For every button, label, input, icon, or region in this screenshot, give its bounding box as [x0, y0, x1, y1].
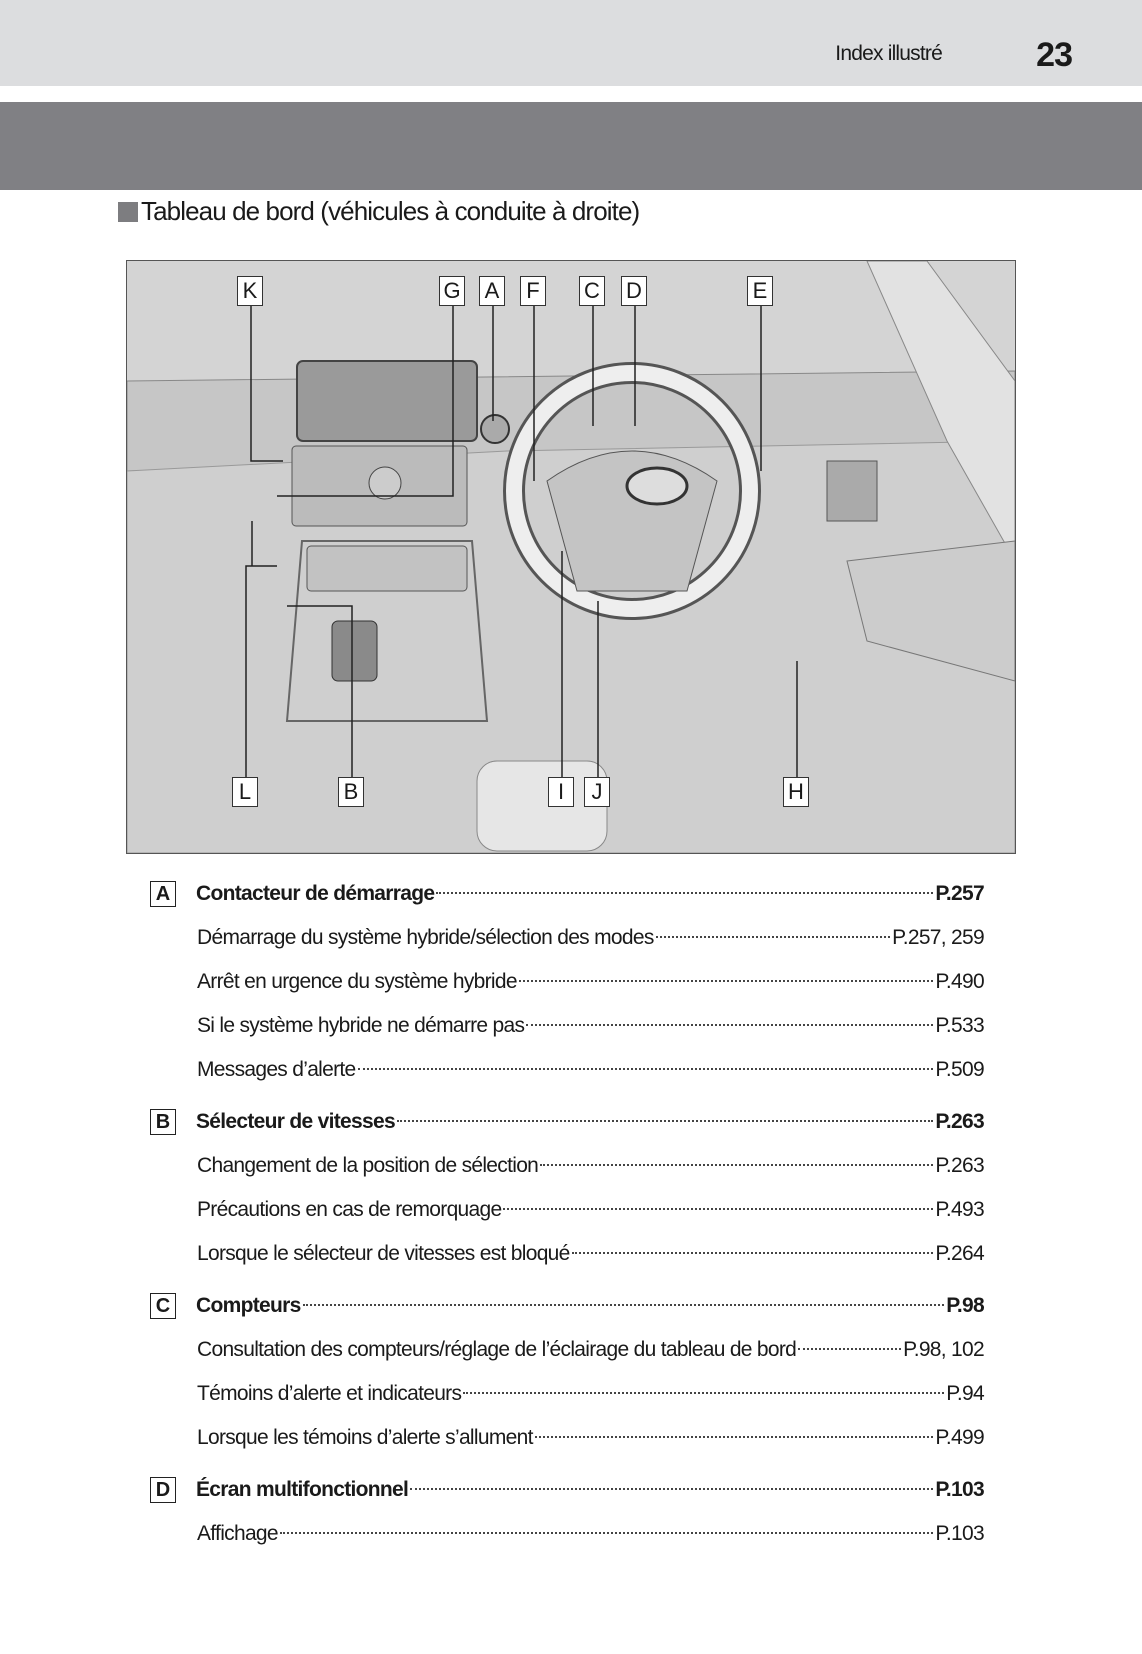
callout-l: L — [232, 777, 258, 807]
dashboard-drawing — [127, 261, 1015, 853]
subentry-label: Témoins d’alerte et indicateurs — [197, 1382, 462, 1405]
index-subentry — [150, 1048, 984, 1092]
dashboard-illustration — [126, 260, 1016, 854]
index-entry — [150, 872, 984, 916]
index-list — [150, 872, 984, 1556]
dot-leader — [358, 1068, 934, 1070]
entry-label: Compteurs — [196, 1294, 301, 1317]
dot-leader — [410, 1488, 933, 1490]
page-reference: P.98 — [946, 1294, 984, 1317]
index-subentry — [150, 1004, 984, 1048]
audio-knob — [369, 467, 401, 499]
dot-leader — [540, 1164, 933, 1166]
chapter-band — [0, 102, 1142, 190]
page-reference: P.263 — [935, 1110, 984, 1133]
subentry-label: Si le système hybride ne démarre pas — [197, 1014, 525, 1037]
index-subentry — [150, 1512, 984, 1556]
subentry-label: Lorsque le sélecteur de vitesses est bloqué — [197, 1242, 570, 1265]
section-heading — [118, 196, 639, 227]
callout-f: F — [520, 276, 546, 306]
dot-leader — [397, 1120, 933, 1122]
page-reference: P.533 — [935, 1014, 984, 1037]
steering-wheel-hub — [547, 451, 717, 591]
climate-panel — [307, 546, 467, 591]
dot-leader — [656, 936, 890, 938]
dot-leader — [303, 1304, 945, 1306]
page-reference: P.490 — [935, 970, 984, 993]
entry-letter-badge: C — [150, 1293, 176, 1319]
subentry-label: Lorsque les témoins d’alerte s’allument — [197, 1426, 533, 1449]
page-reference: P.103 — [935, 1522, 984, 1545]
entry-label: Contacteur de démarrage — [196, 882, 435, 905]
page-reference: P.257, 259 — [892, 926, 984, 949]
subentry-label: Messages d’alerte — [197, 1058, 356, 1081]
callout-e: E — [747, 276, 773, 306]
side-vent — [827, 461, 877, 521]
dot-leader — [280, 1532, 933, 1534]
index-subentry — [150, 1232, 984, 1276]
callout-i: I — [548, 777, 574, 807]
page-reference: P.509 — [935, 1058, 984, 1081]
callout-b: B — [338, 777, 364, 807]
dot-leader — [463, 1392, 944, 1394]
callout-k: K — [237, 276, 263, 306]
gear-selector-shape — [332, 621, 377, 681]
index-entry — [150, 1468, 984, 1512]
entry-letter-badge: D — [150, 1477, 176, 1503]
entry-letter-badge: B — [150, 1109, 176, 1135]
subentry-label: Affichage — [197, 1522, 278, 1545]
index-subentry — [150, 960, 984, 1004]
subentry-label: Arrêt en urgence du système hybride — [197, 970, 517, 993]
heading-text: Tableau de bord (véhicules à conduite à droite) — [141, 196, 640, 226]
subentry-label: Consultation des compteurs/réglage de l’éclairage du tableau de bord — [197, 1338, 797, 1361]
header-band — [0, 0, 1142, 86]
index-subentry — [150, 1328, 984, 1372]
section-title: Index illustré — [835, 42, 942, 65]
subentry-label: Précautions en cas de remorquage — [197, 1198, 502, 1221]
page-reference: P.493 — [935, 1198, 984, 1221]
callout-d: D — [621, 276, 647, 306]
entry-letter-badge: A — [150, 881, 176, 907]
subentry-label: Changement de la position de sélection — [197, 1154, 539, 1177]
entry-label: Écran multifonctionnel — [196, 1478, 409, 1501]
square-bullet-icon — [118, 202, 138, 222]
page-reference: P.94 — [946, 1382, 984, 1405]
dot-leader — [572, 1252, 934, 1254]
callout-h: H — [783, 777, 809, 807]
dot-leader — [503, 1208, 933, 1210]
index-subentry — [150, 1372, 984, 1416]
page-reference: P.264 — [935, 1242, 984, 1265]
entry-label: Sélecteur de vitesses — [196, 1110, 395, 1133]
subentry-label: Démarrage du système hybride/sélection des modes — [197, 926, 654, 949]
page-number: 23 — [1036, 36, 1072, 74]
callout-j: J — [584, 777, 610, 807]
page-reference: P.98, 102 — [903, 1338, 984, 1361]
page-reference: P.263 — [935, 1154, 984, 1177]
index-subentry — [150, 1144, 984, 1188]
page-reference: P.257 — [935, 882, 984, 905]
index-entry — [150, 1284, 984, 1328]
callout-c: C — [579, 276, 605, 306]
start-button-shape — [481, 415, 509, 443]
center-display — [297, 361, 477, 441]
index-subentry — [150, 916, 984, 960]
dot-leader — [519, 980, 933, 982]
index-subentry — [150, 1188, 984, 1232]
dot-leader — [526, 1024, 933, 1026]
callout-a: A — [479, 276, 505, 306]
page-reference: P.499 — [935, 1426, 984, 1449]
dot-leader — [535, 1436, 934, 1438]
dot-leader — [436, 892, 933, 894]
dot-leader — [798, 1348, 901, 1350]
lexus-logo-shape — [627, 468, 687, 504]
index-entry — [150, 1100, 984, 1144]
page-reference: P.103 — [935, 1478, 984, 1501]
index-subentry — [150, 1416, 984, 1460]
callout-g: G — [439, 276, 465, 306]
